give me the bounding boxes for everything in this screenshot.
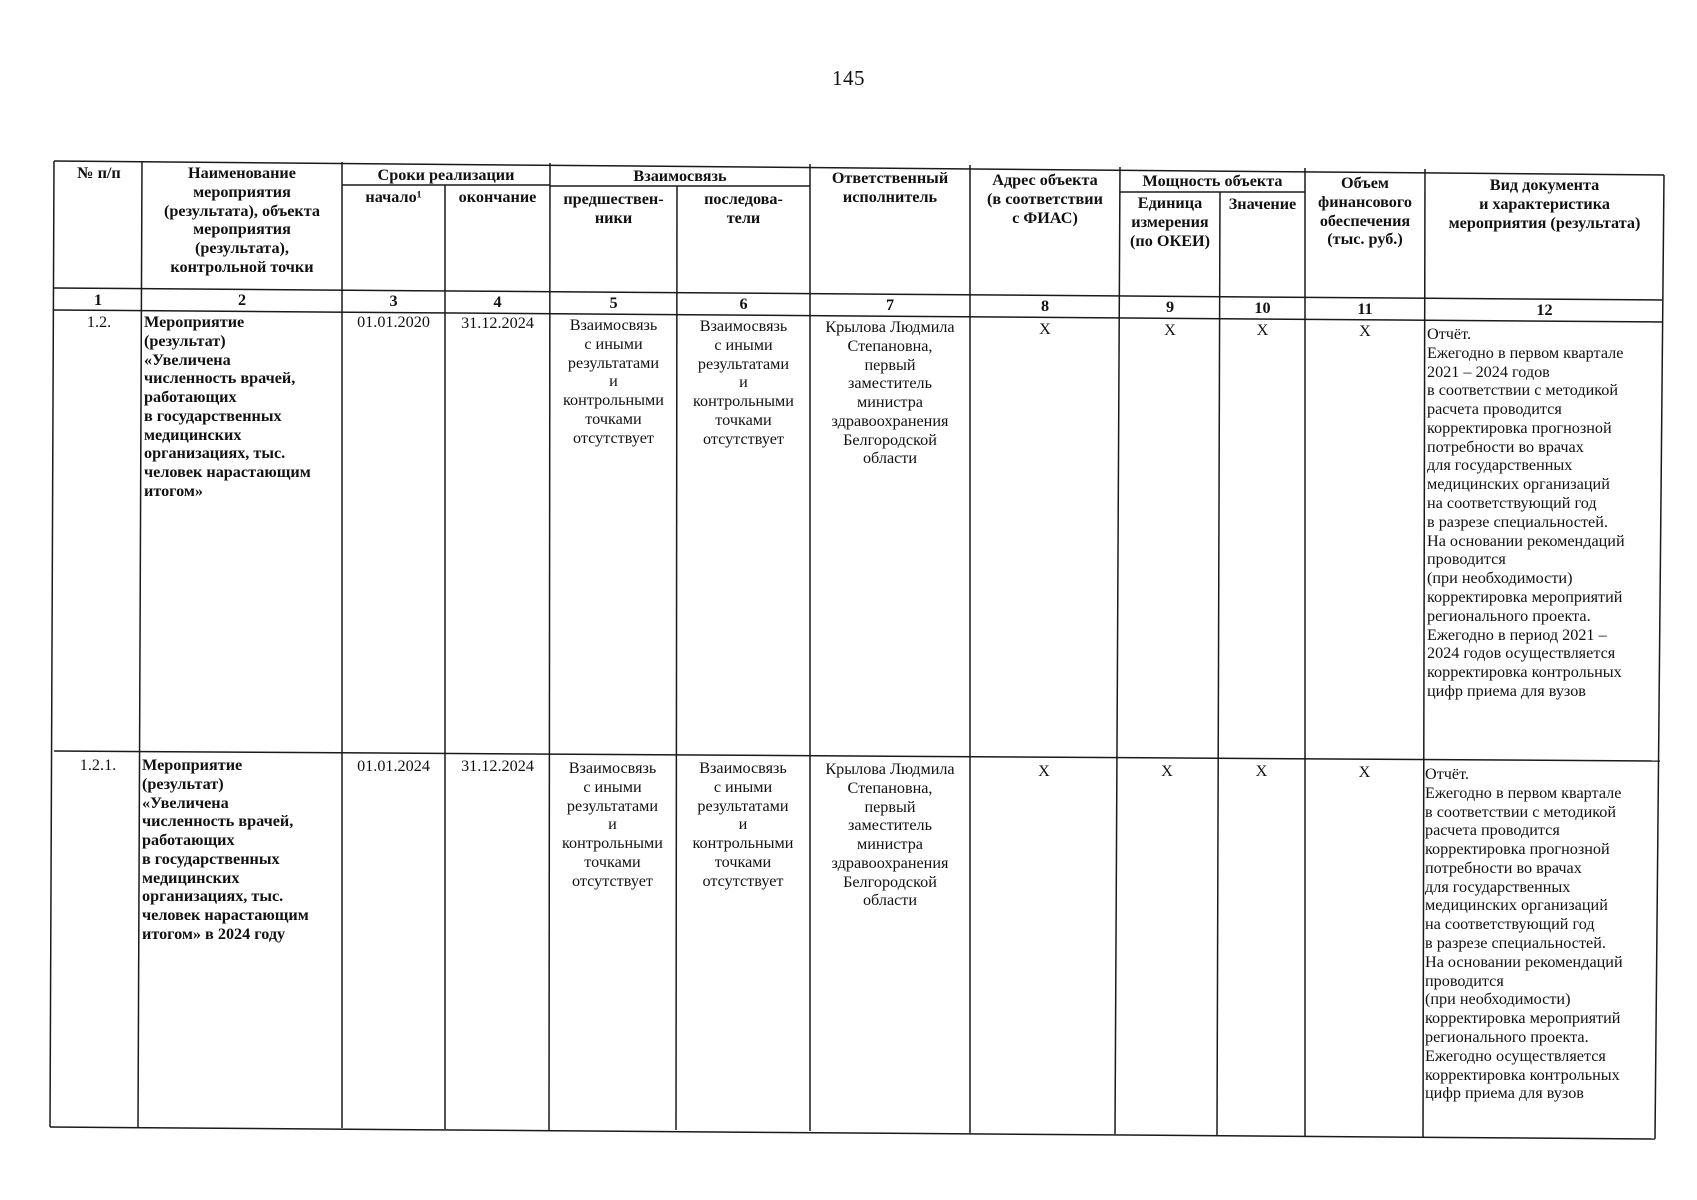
row-2-unit: X <box>1161 762 1173 780</box>
header-end: окончание <box>458 188 537 206</box>
row-1-funding: X <box>1359 322 1371 340</box>
row-1-successors: Взаимосвязь с иными результатами и контрольными точками отсутствует <box>693 317 794 448</box>
header-funding: Объем финансового обеспечения (тыс. руб.) <box>1318 174 1412 249</box>
row-1-num: 1.2. <box>86 313 112 331</box>
header-successors: последова- тели <box>704 190 783 227</box>
row-1-unit: X <box>1164 321 1176 339</box>
header-relation: Взаимосвязь <box>633 167 727 185</box>
column-number: 7 <box>885 296 895 314</box>
row-2-name: Мероприятие (результат) «Увеличена численность врачей, работающих в государственных медицинских организациях, тыс. человек нарастающим итогом» в 2024 году <box>142 756 309 944</box>
row-2-funding: X <box>1358 763 1371 781</box>
row-2-start: 01.01.2024 <box>357 757 430 775</box>
row-2-end: 31.12.2024 <box>461 757 534 775</box>
header-responsible: Ответственный исполнитель <box>831 169 949 206</box>
column-number: 3 <box>389 292 398 310</box>
row-1-name: Мероприятие (результат) «Увеличена численность врачей, работающих в государственных медицинских организациях, тыс. человек нарастающим итогом» <box>144 313 311 501</box>
row-2-address: X <box>1038 762 1050 780</box>
row-1-predecessors: Взаимосвязь с иными результатами и контрольными точками отсутствует <box>563 316 664 447</box>
row-2-num: 1.2.1. <box>79 756 117 774</box>
column-number: 5 <box>609 294 618 312</box>
header-capacity: Мощность объекта <box>1142 172 1283 190</box>
header-name: Наименование мероприятия (результата), объекта мероприятия (результата), контрольной точки <box>164 164 320 276</box>
row-1-end: 31.12.2024 <box>461 314 534 332</box>
row-1-start: 01.01.2020 <box>357 313 430 331</box>
row-1-value: X <box>1256 321 1269 339</box>
row-1-doc-type: Отчёт. Ежегодно в первом квартале 2021 – 2024 годов в соответствии с методикой расчета проводится корректировка прогнозной потребности во врачах для государственных медицинских организаций на соответствующий год в разрезе специальностей. На основании рекомендаций проводится (при необходимости) корректировка мероприятий регионального проекта. Ежегодно в период 2021 – 2024 годов осуществляется корректировка контрольных цифр приема для вузов <box>1427 325 1625 700</box>
header-terms: Сроки реализации <box>377 166 515 184</box>
header-doc-type: Вид документа и характеристика мероприятия (результата) <box>1448 176 1641 232</box>
row-2-responsible: Крылова Людмила Степановна, первый заместитель министра здравоохранения Белгородской области <box>825 760 955 910</box>
header-value: Значение <box>1228 195 1297 213</box>
header-predecessors: предшествен- ники <box>563 190 664 227</box>
column-number: 8 <box>1040 297 1050 315</box>
column-number: 12 <box>1536 301 1553 319</box>
row-1-responsible: Крылова Людмила Степановна, первый заместитель министра здравоохранения Белгородской области <box>825 318 955 468</box>
row-1-address: X <box>1039 320 1051 338</box>
column-number: 1 <box>93 291 103 309</box>
column-number: 6 <box>739 295 748 313</box>
column-number: 4 <box>493 293 502 311</box>
column-number: 9 <box>1165 298 1175 316</box>
row-2-successors: Взаимосвязь с иными результатами и контрольными точками отсутствует <box>692 759 794 890</box>
header-start: начало¹ <box>365 188 422 206</box>
row-2-doc-type: Отчёт. Ежегодно в первом квартале в соответствии с методикой расчета проводится корректировка прогнозной потребности во врачах для государственных медицинских организаций на соответствующий год в разрезе специальностей. На основании рекомендаций проводится (при необходимости) корректировка мероприятий регионального проекта. Ежегодно осуществляется корректировка контрольных цифр приема для вузов <box>1425 765 1623 1103</box>
row-2-value: X <box>1255 762 1268 780</box>
row-2-predecessors: Взаимосвязь с иными результатами и контрольными точками отсутствует <box>562 759 663 890</box>
header-num: № п/п <box>77 164 121 182</box>
column-number: 2 <box>237 291 247 309</box>
column-number: 10 <box>1254 299 1271 317</box>
header-unit: Единица измерения (по ОКЕИ) <box>1130 194 1210 250</box>
page-number: 145 <box>832 66 865 90</box>
header-address: Адрес объекта (в соответствии с ФИАС) <box>987 171 1103 227</box>
column-number: 11 <box>1357 300 1373 318</box>
